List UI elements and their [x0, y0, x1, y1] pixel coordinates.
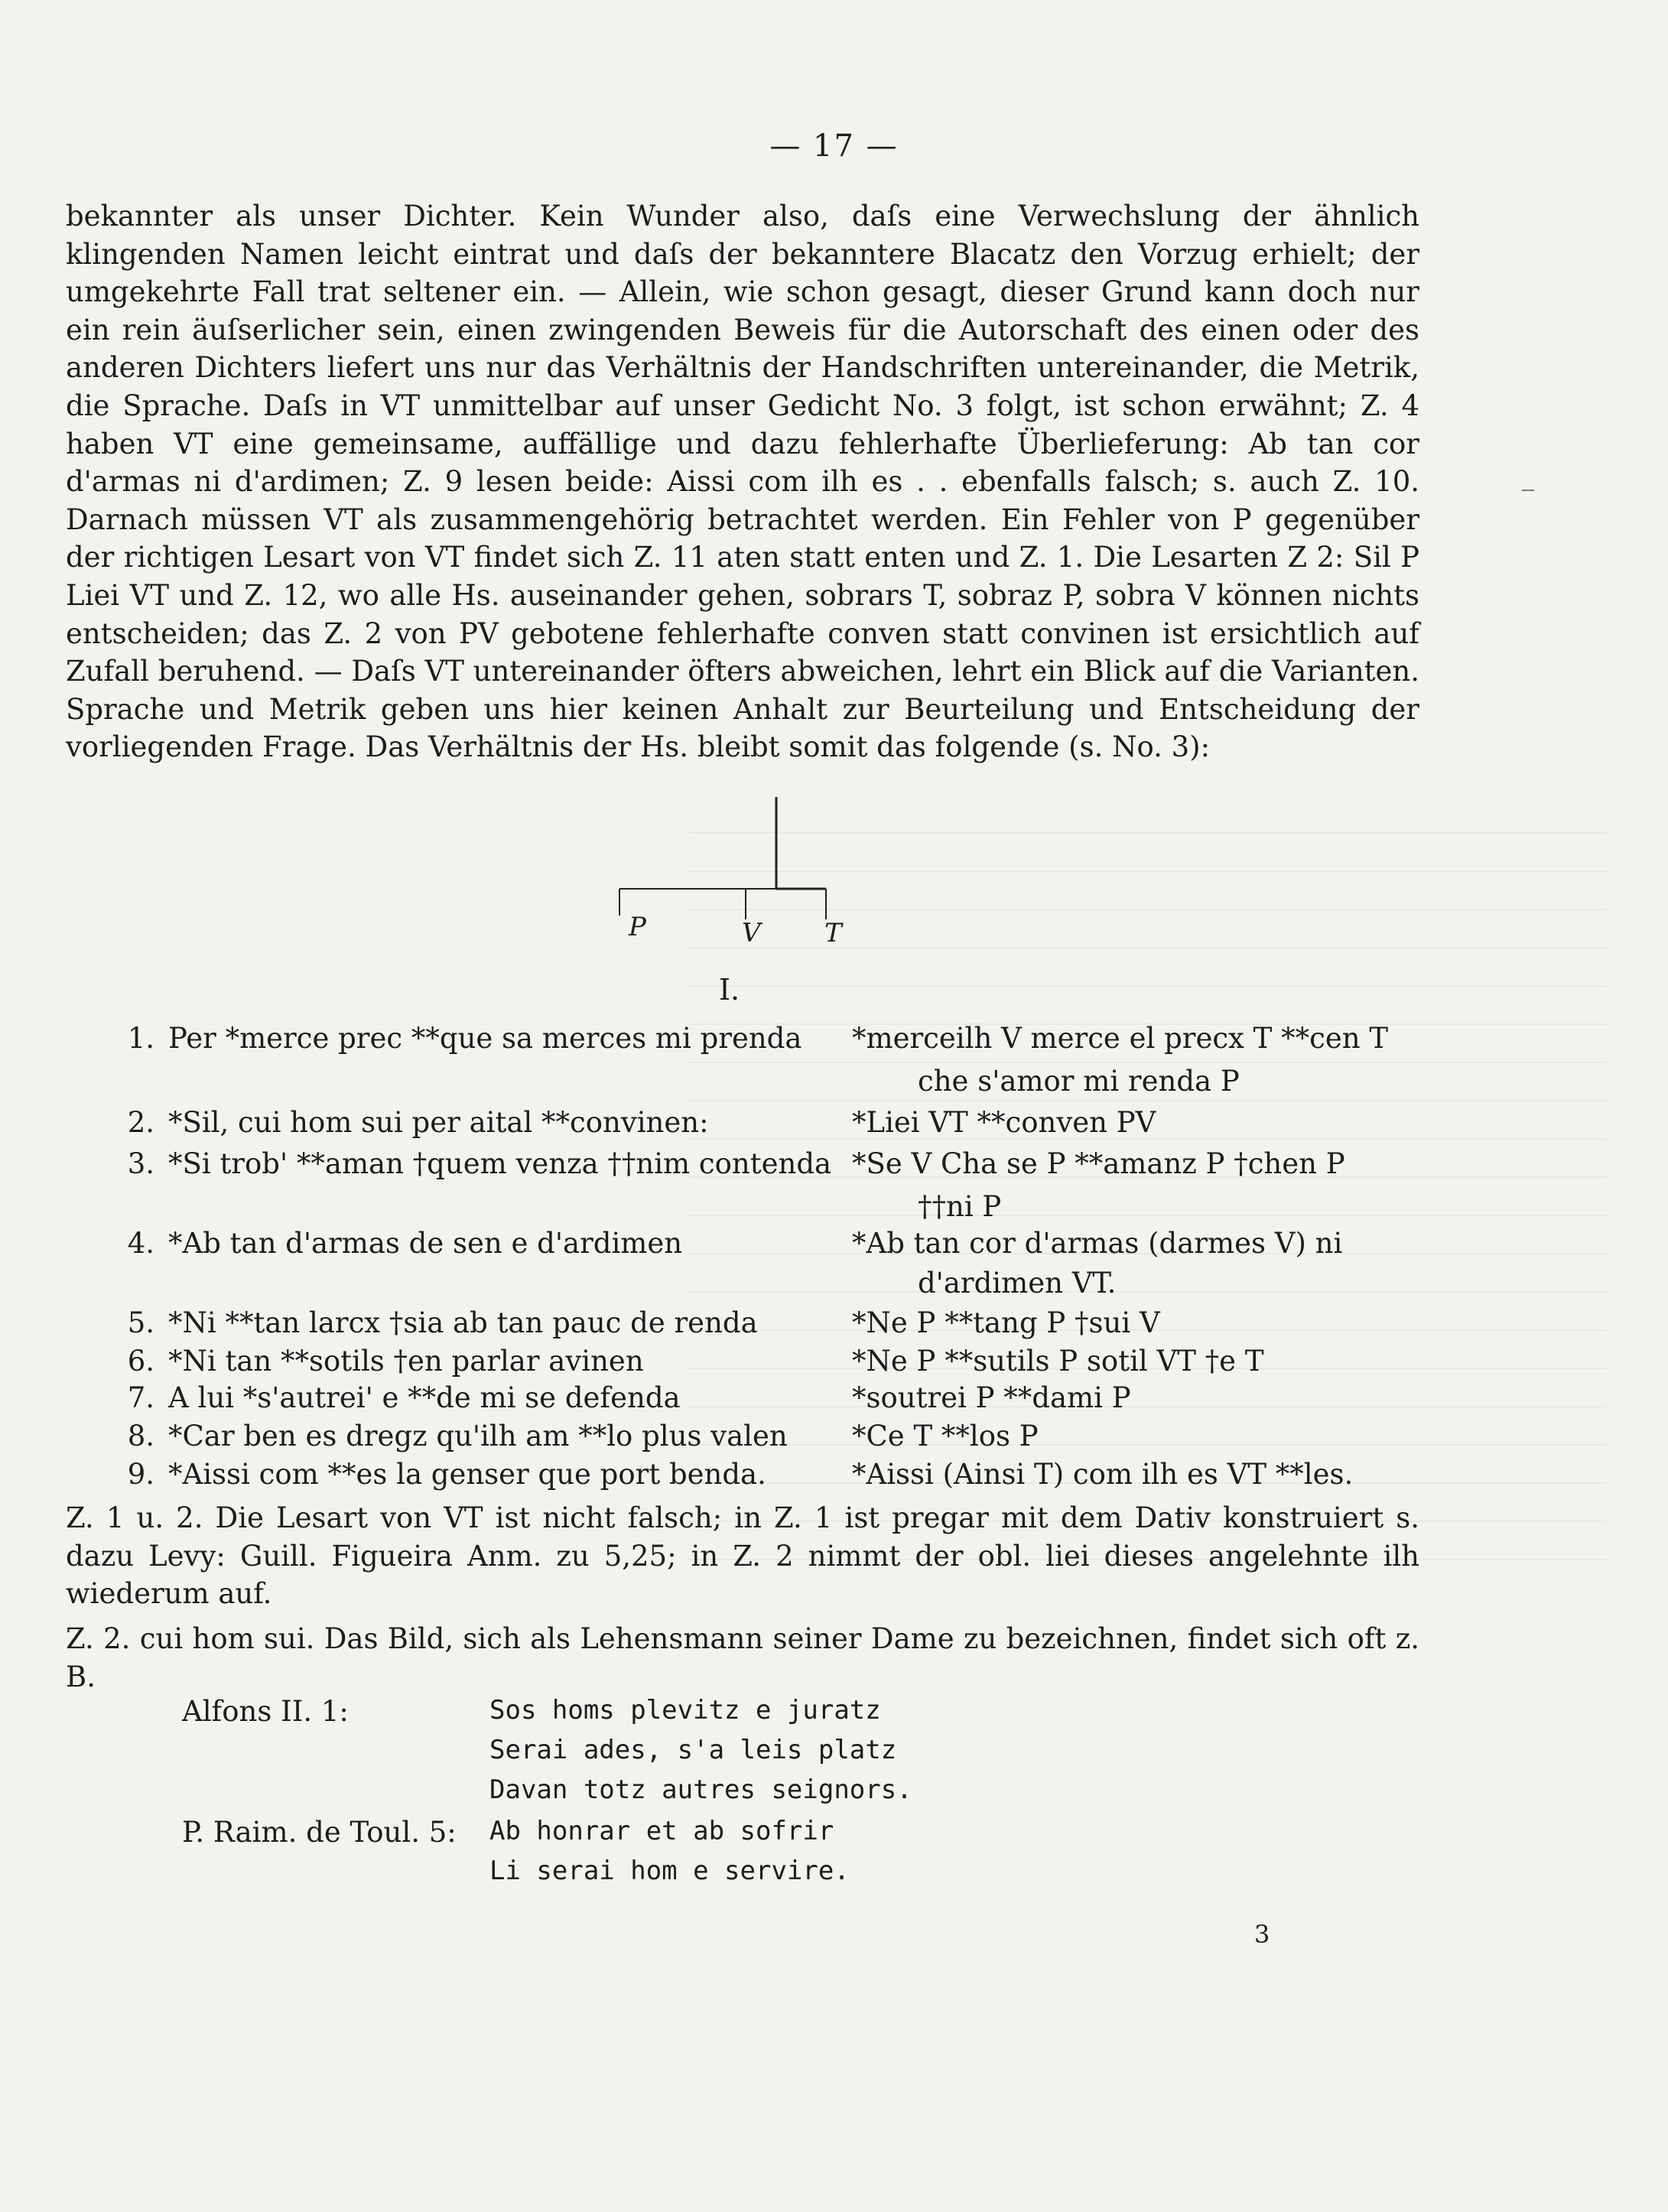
- citation-verse: Davan totz autres seignors.: [489, 1774, 912, 1805]
- stemma-label-p: P: [629, 912, 646, 942]
- paragraph-1-text: bekannter als unser Dichter. Kein Wunder also, daſs eine Verwechslung der ähnlich klingenden Namen leicht eintrat und daſs der bekanntere Blacatz den Vorzug erhielt; der umgekehrte Fall trat seltener ein. — Allein, wie schon gesagt, dieser Grund kann doch nur ein rein äuſserlicher sein, einen zwingenden Beweis für die Autorschaft des einen oder des anderen Dichters liefert uns nur das Verhältnis der Handschriften untereinander, die Metrik, die Sprache. Daſs in VT unmittelbar auf unser Gedicht No. 3 folgt, ist schon erwähnt; Z. 4 haben VT eine gemeinsame, auffällige und dazu fehlerhafte Überlieferung: Ab tan cor d'armas ni d'ardimen; Z. 9 lesen beide: Aissi com ilh es . . ebenfalls falsch; s. auch Z. 10. Darnach müssen VT als zusammengehörig betrachtet werden. Ein Fehler von P gegenüber der richtigen Lesart von VT findet sich Z. 11 aten statt enten und Z. 1. Die Lesarten Z 2: Sil P Liei VT und Z. 12, wo alle Hs. auseinander gehen, sobrars T, sobraz P, sobra V können nichts entscheiden; das Z. 2 von PV gebotene fehlerhafte conven statt convinen ist ersichtlich auf Zufall beruhend. — Daſs VT untereinander öfters abweichen, lehrt ein Blick auf die Varianten. Sprache und Metrik geben uns hier keinen Anhalt zur Beurteilung und Entscheidung der vorliegenden Frage. Das Verhältnis der Hs. bleibt somit das folgende (s. No. 3):: [66, 200, 1420, 764]
- citation-source: P. Raim. de Toul. 5:: [182, 1816, 457, 1849]
- note-line-2: Z. 2. cui hom sui. Das Bild, sich als Lehensmann seiner Dame zu bezeichnen, findet sich oft z. B.: [66, 1622, 1419, 1693]
- verse-number: 1.: [127, 1022, 154, 1055]
- citation-source: Alfons II. 1:: [182, 1695, 349, 1728]
- verse-variant: *soutrei P **dami P: [852, 1381, 1131, 1414]
- verse-variant-continuation: [0, 1065, 1668, 1103]
- page-number: — 17 —: [769, 128, 899, 164]
- verse-number: 9.: [127, 1458, 154, 1491]
- verse-text: *Ab tan d'armas de sen e d'ardimen: [168, 1227, 683, 1260]
- verse-text: *Car ben es dregz qu'ilh am **lo plus valen: [168, 1420, 788, 1452]
- verse-number: 7.: [127, 1381, 154, 1414]
- verse-line: [0, 1106, 1668, 1144]
- manuscript-stemma: [597, 797, 872, 950]
- stemma-label-t: T: [824, 918, 842, 948]
- verse-text: *Aissi com **es la genser que port benda.: [168, 1458, 766, 1491]
- verse-number: 4.: [127, 1227, 154, 1260]
- verse-line: [0, 1147, 1668, 1186]
- verse-variant: *Ne P **tang P †sui V: [852, 1306, 1160, 1339]
- verse-variant: *merceilh V merce el precx T **cen T: [852, 1022, 1389, 1055]
- verse-line: [0, 1458, 1668, 1496]
- paragraph-1: [66, 197, 1419, 766]
- verse-line: [0, 1306, 1668, 1345]
- verse-variant-2: che s'amor mi renda P: [918, 1065, 1240, 1098]
- note-lines-1-2: Z. 1 u. 2. Die Lesart von VT ist nicht falsch; in Z. 1 ist pregar mit dem Dativ konstruiert s. dazu Levy: Guill. Figueira Anm. zu 5,25; in Z. 2 nimmt der obl. liei dieses angelehnte ilh wiederum auf.: [66, 1501, 1419, 1611]
- verse-variant-continuation: [0, 1267, 1668, 1305]
- verse-text: *Sil, cui hom sui per aital **convinen:: [168, 1106, 709, 1139]
- verse-number: 5.: [127, 1306, 154, 1339]
- verse-line: [0, 1345, 1668, 1383]
- verse-variant-continuation: [0, 1190, 1668, 1228]
- verse-number: 2.: [127, 1106, 154, 1139]
- verse-line: [0, 1381, 1668, 1420]
- verse-variant: *Ab tan cor d'armas (darmes V) ni: [852, 1227, 1343, 1260]
- verse-text: Per *merce prec **que sa merces mi prenda: [168, 1022, 802, 1055]
- verse-text: A lui *s'autrei' e **de mi se defenda: [168, 1381, 681, 1414]
- verse-number: 6.: [127, 1345, 154, 1378]
- verse-variant: *Aissi (Ainsi T) com ilh es VT **les.: [852, 1458, 1354, 1491]
- verse-text: *Ni tan **sotils †en parlar avinen: [168, 1345, 644, 1378]
- verse-text: *Ni **tan larcx †sia ab tan pauc de renda: [168, 1306, 758, 1339]
- verse-number: 8.: [127, 1420, 154, 1452]
- citation-verse: Ab honrar et ab sofrir: [489, 1816, 834, 1846]
- citation-verse: Serai ades, s'a leis platz: [489, 1735, 897, 1765]
- verse-variant: *Ne P **sutils P sotil VT †e T: [852, 1345, 1264, 1378]
- signature-mark: 3: [1254, 1920, 1270, 1949]
- verse-line: [0, 1227, 1668, 1265]
- citation-verse: Sos homs plevitz e juratz: [489, 1695, 881, 1726]
- verse-text: *Si trob' **aman †quem venza ††nim contenda: [168, 1147, 832, 1180]
- verse-line: [0, 1420, 1668, 1458]
- citation-verse: Li serai hom e servire.: [489, 1856, 850, 1886]
- verse-variant-2: ††ni P: [918, 1190, 1002, 1223]
- verse-line: [0, 1022, 1668, 1060]
- poem-title: I.: [719, 973, 740, 1007]
- verse-variant: *Liei VT **conven PV: [852, 1106, 1156, 1139]
- stemma-label-v: V: [742, 918, 761, 948]
- verse-number: 3.: [127, 1147, 154, 1180]
- verse-variant: *Se V Cha se P **amanz P †chen P: [852, 1147, 1345, 1180]
- scan-artifact: [1522, 490, 1534, 491]
- verse-variant: *Ce T **los P: [852, 1420, 1039, 1452]
- verse-variant-2: d'ardimen VT.: [918, 1267, 1117, 1300]
